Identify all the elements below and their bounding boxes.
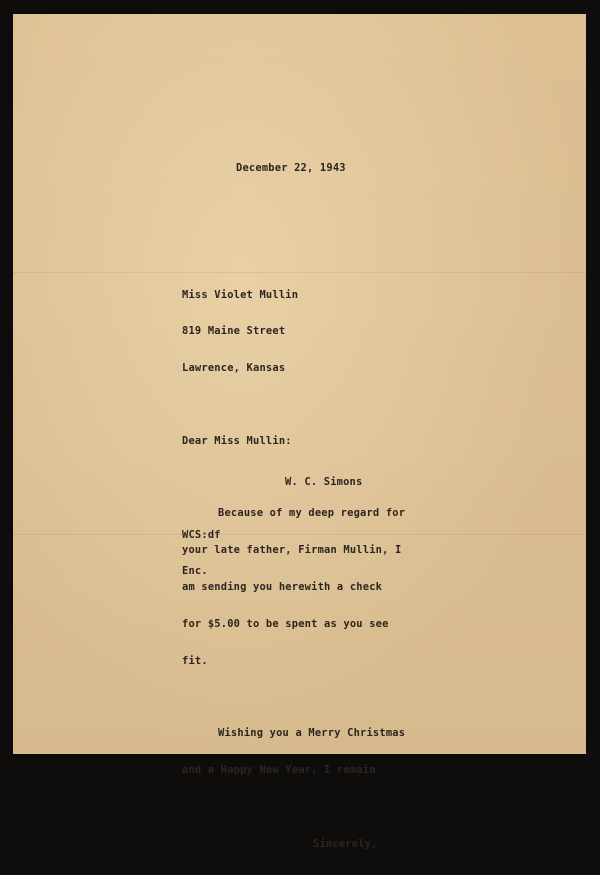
recipient-city: Lawrence, Kansas xyxy=(182,362,286,375)
paragraph2-line: and a Happy New Year, I remain xyxy=(182,764,376,777)
enclosure-note: Enc. xyxy=(182,565,208,578)
paragraph1-line: am sending you herewith a check xyxy=(182,581,383,594)
typist-initials: WCS:df xyxy=(182,528,221,541)
signature-name: W. C. Simons xyxy=(285,476,363,488)
closing: Sincerely, xyxy=(313,837,378,850)
paragraph1-line: for $5.00 to be spent as you see xyxy=(182,618,389,631)
recipient-name: Miss Violet Mullin xyxy=(182,288,299,301)
salutation: Dear Miss Mullin: xyxy=(182,434,292,447)
recipient-street: 819 Maine Street xyxy=(182,325,286,338)
reference-block xyxy=(182,504,221,602)
letter-date: December 22, 1943 xyxy=(236,162,346,174)
paragraph1-line: fit. xyxy=(182,654,208,667)
paragraph2-line: Wishing you a Merry Christmas xyxy=(218,727,406,740)
paragraph1-line: your late father, Firman Mullin, I xyxy=(182,544,402,557)
paragraph1-line: Because of my deep regard for xyxy=(218,507,406,520)
letter-page xyxy=(13,14,586,850)
